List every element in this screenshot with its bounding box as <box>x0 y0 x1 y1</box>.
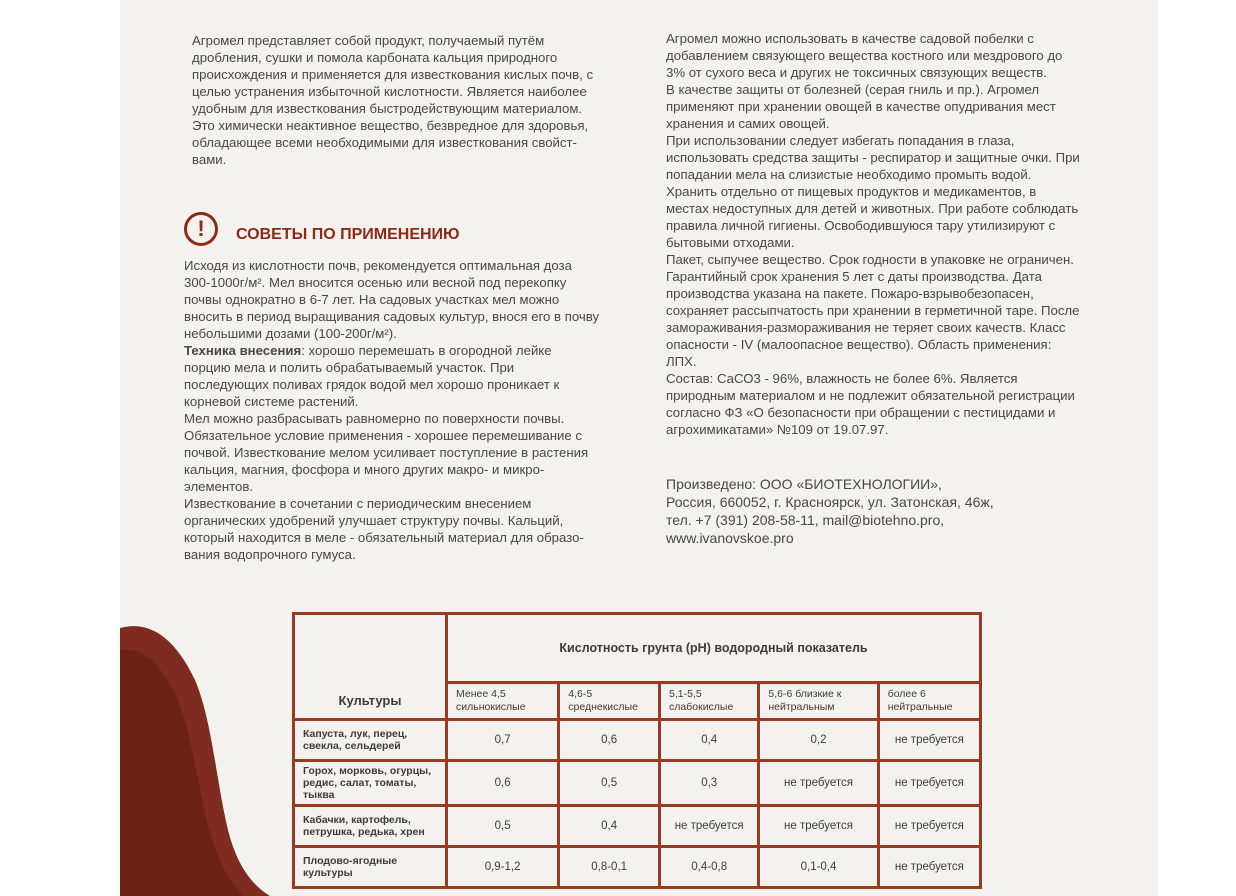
dose-cell: 0,3 <box>660 761 759 806</box>
dose-cell: 0,2 <box>759 720 878 761</box>
dose-cell: 0,4 <box>660 720 759 761</box>
tips-heading <box>184 212 584 250</box>
ph-column-header: 5,1-5,5 слабокислые <box>660 683 759 720</box>
ph-column-header: 4,6-5 среднекислые <box>559 683 660 720</box>
manufacturer-line: www.ivanovskoe.pro <box>666 530 794 546</box>
usage-line: попадании мела на слизистые необходимо промыть водой. <box>666 167 1032 182</box>
usage-line: опасности - IV (малоопасное вещество). Область применения: ЛПХ. <box>666 337 1052 369</box>
tips-more-line: вания водопрочного гумуса. <box>184 547 356 562</box>
dose-cell: не требуется <box>878 761 980 806</box>
crops-header: Культуры <box>294 683 447 720</box>
dose-cell: 0,7 <box>447 720 559 761</box>
tips-more-line: почвой. Известкование мелом усиливает поступление в растения <box>184 445 589 460</box>
usage-line: В качестве защиты от болезней (серая гниль и пр.). Агромел <box>666 82 1040 97</box>
tips-line: небольшими дозами (100-200г/м²). <box>184 326 397 341</box>
tips-more-line: элементов. <box>184 479 254 494</box>
crop-name: Плодово-ягодные культуры <box>294 847 447 888</box>
technique-line <box>184 342 610 359</box>
dose-cell: 0,6 <box>447 761 559 806</box>
tips-more-line: Известкование в сочетании с периодическим внесением <box>184 496 532 511</box>
table-row <box>294 806 981 847</box>
crop-name: Кабачки, картофель, петрушка, редька, хрен <box>294 806 447 847</box>
intro-line: обладающее всеми необходимыми для известкования свойст- <box>192 135 577 150</box>
usage-line: применяют при хранении овощей в качестве опудривания мест <box>666 99 1056 114</box>
tips-more-line: Мел можно разбрасывать равномерно по поверхности почвы. <box>184 411 565 426</box>
intro-line: вами. <box>192 152 227 167</box>
usage-line: природным материалом и не подлежит обязательной регистрации <box>666 388 1075 403</box>
technique-line: порцию мела и полить обрабатываемый участок. При <box>184 360 515 375</box>
usage-line: бытовыми отходами. <box>666 235 795 250</box>
tips-title: СОВЕТЫ ПО ПРИМЕНЕНИЮ <box>236 226 460 243</box>
dose-cell: не требуется <box>660 806 759 847</box>
intro-line: целью устранения избыточной кислотности. Является наиболее <box>192 84 587 99</box>
usage-line: Агромел можно использовать в качестве садовой побелки с <box>666 31 1034 46</box>
dose-cell: 0,8-0,1 <box>559 847 660 888</box>
dose-cell: 0,4-0,8 <box>660 847 759 888</box>
table-row <box>294 847 981 888</box>
crop-name: Горох, морковь, огурцы, редис, салат, томаты, тыква <box>294 761 447 806</box>
crop-name: Капуста, лук, перец, свекла, сельдерей <box>294 720 447 761</box>
intro-line: Агромел представляет собой продукт, получаемый путём <box>192 33 545 48</box>
table-row <box>294 720 981 761</box>
tips-line: Исходя из кислотности почв, рекомендуется оптимальная доза <box>184 258 572 273</box>
technique-label: Техника внесения <box>184 343 302 358</box>
manufacturer-line: Произведено: ООО «БИОТЕХНОЛОГИИ», <box>666 476 942 492</box>
technique-text: : хорошо перемешать в огородной лейке <box>301 343 552 358</box>
manufacturer-line: тел. +7 (391) 208-58-11, mail@biotehno.pro, <box>666 512 945 528</box>
dose-cell: 0,5 <box>447 806 559 847</box>
usage-text <box>666 30 1084 438</box>
usage-line: Гарантийный срок хранения 5 лет с даты производства. Дата <box>666 269 1042 284</box>
usage-line: Состав: СаСО3 - 96%, влажность не более 6%. Является <box>666 371 1018 386</box>
ph-column-header: более 6 нейтральные <box>878 683 980 720</box>
package-back-panel <box>120 0 1158 896</box>
dose-cell: не требуется <box>759 806 878 847</box>
usage-line: производства указана на пакете. Пожаро-взрывобезопасен, <box>666 286 1034 301</box>
table-corner <box>294 614 447 683</box>
usage-line: хранения и самих овощей. <box>666 116 830 131</box>
table-row <box>294 761 981 806</box>
usage-line: Хранить отдельно от пищевых продуктов и медикаментов, в <box>666 184 1037 199</box>
dose-cell: 0,5 <box>559 761 660 806</box>
ph-header: Кислотность грунта (pH) водородный показатель <box>447 614 981 683</box>
tips-text <box>184 257 610 563</box>
intro-line: Это химически неактивное вещество, безвредное для здоровья, <box>192 118 589 133</box>
tips-more-line: который находится в меле - обязательный материал для образо- <box>184 530 584 545</box>
dose-cell: не требуется <box>759 761 878 806</box>
intro-line: дробления, сушки и помола карбоната кальция природного <box>192 50 558 65</box>
usage-line: При использовании следует избегать попадания в глаза, <box>666 133 1015 148</box>
usage-line: сохраняет рассыпчатость при хранении в герметичной таре. После <box>666 303 1080 318</box>
tips-line: вносить в период выращивания садовых культур, внося его в почву <box>184 309 600 324</box>
manufacturer-info <box>666 475 1066 547</box>
usage-line: местах недоступных для детей и животных. При работе соблюдать <box>666 201 1079 216</box>
tips-line: почвы однократно в 6-7 лет. На садовых участках мел можно <box>184 292 560 307</box>
intro-line: удобным для известкования быстродействующим материалом. <box>192 101 583 116</box>
tips-more-line: кальция, магния, фосфора и много других макро- и микро- <box>184 462 545 477</box>
intro-text <box>192 32 614 168</box>
ph-column-header: 5,6-6 близкие к нейтральным <box>759 683 878 720</box>
dose-cell: не требуется <box>878 847 980 888</box>
usage-line: агрохимикатами» №109 от 19.07.97. <box>666 422 889 437</box>
dose-cell: 0,1-0,4 <box>759 847 878 888</box>
dose-cell: 0,9-1,2 <box>447 847 559 888</box>
usage-line: добавлением связующего вещества костного или мездрового до <box>666 48 1063 63</box>
dose-cell: 0,4 <box>559 806 660 847</box>
dose-cell: 0,6 <box>559 720 660 761</box>
usage-line: согласно ФЗ «О безопасности при обращении с пестицидами и <box>666 405 1056 420</box>
tips-more-line: органических удобрений улучшает структуру почвы. Кальций, <box>184 513 564 528</box>
tips-more-line: Обязательное условие применения - хорошее перемешивание с <box>184 428 582 443</box>
tips-line: 300-1000г/м². Мел вносится осенью или весной под перекопку <box>184 275 567 290</box>
usage-line: замораживания-размораживания не теряет своих качеств. Класс <box>666 320 1066 335</box>
usage-line: использовать средства защиты - респиратор и защитные очки. При <box>666 150 1080 165</box>
technique-line: последующих поливах грядок водой мел хорошо проникает к <box>184 377 560 392</box>
usage-line: правила личной гигиены. Освободившуюся тару утилизируют с <box>666 218 1056 233</box>
exclamation-circle-icon: ! <box>184 212 218 246</box>
technique-line: корневой системе растений. <box>184 394 359 409</box>
usage-line: 3% от сухого веса и других не токсичных связующих веществ. <box>666 65 1047 80</box>
dose-cell: не требуется <box>878 806 980 847</box>
ph-column-header: Менее 4,5 сильнокислые <box>447 683 559 720</box>
usage-line: Пакет, сыпучее вещество. Срок годности в упаковке не ограничен. <box>666 252 1074 267</box>
intro-line: происхождения и применяется для известкования кислых почв, с <box>192 67 594 82</box>
ph-dosage-table <box>292 612 982 889</box>
manufacturer-line: Россия, 660052, г. Красноярск, ул. Затонская, 46ж, <box>666 494 994 510</box>
dose-cell: не требуется <box>878 720 980 761</box>
